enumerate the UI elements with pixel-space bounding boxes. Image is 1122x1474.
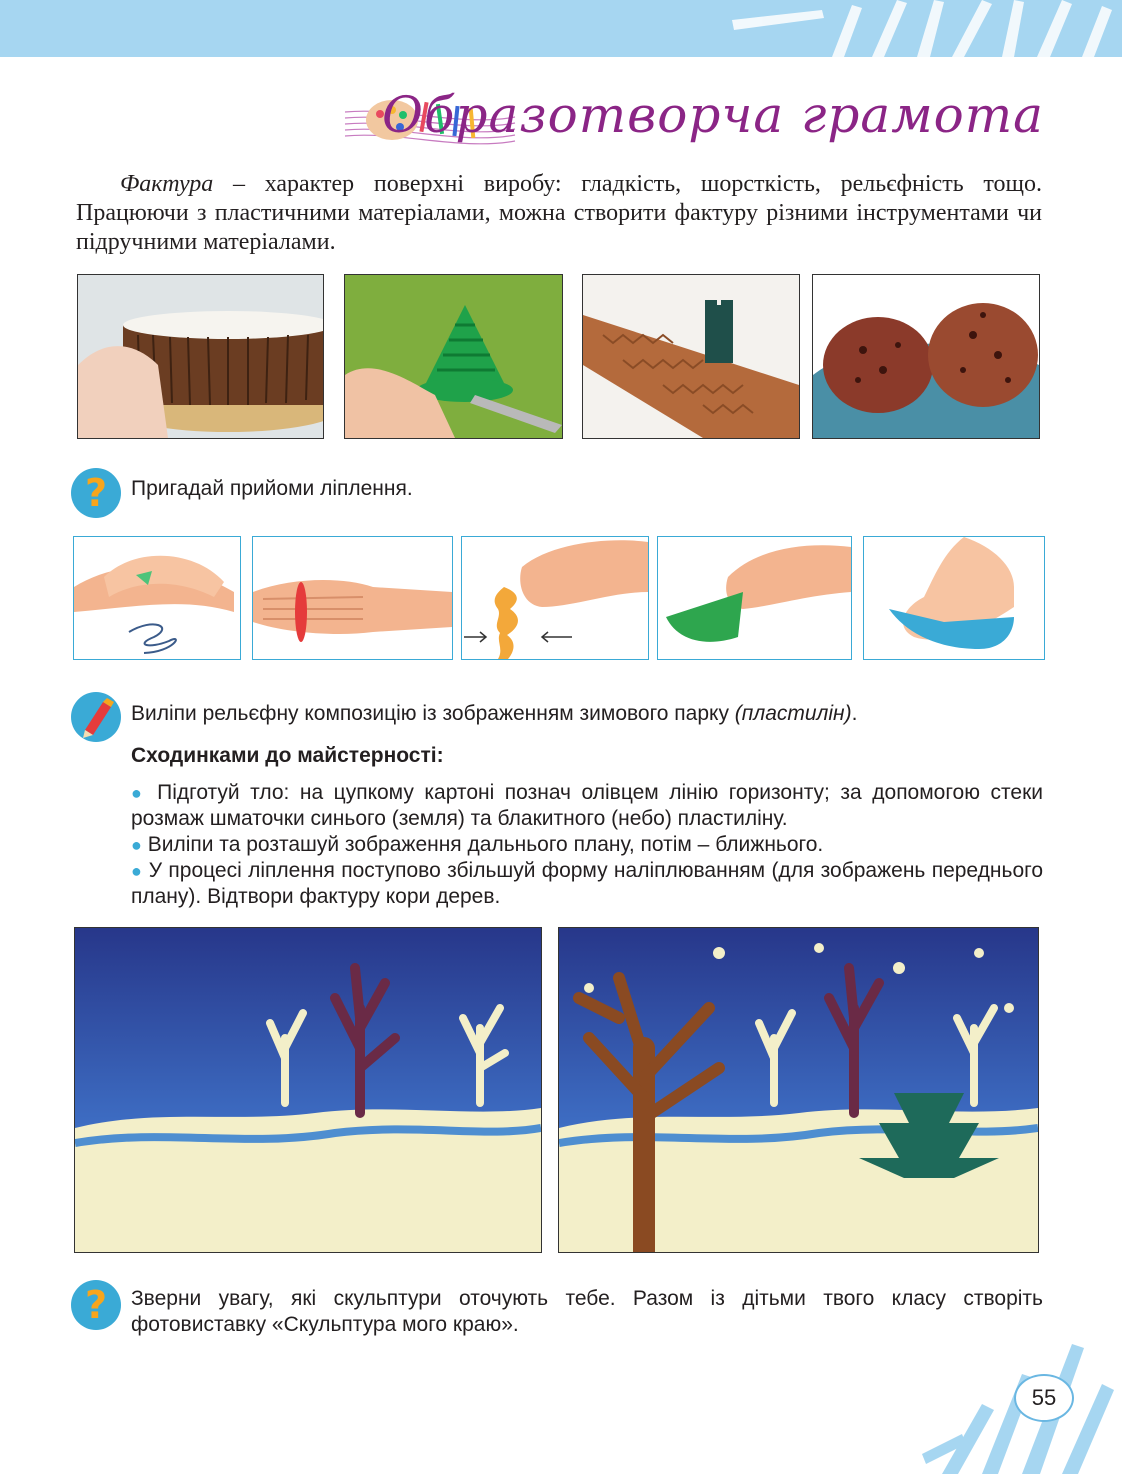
technique-flattening (252, 536, 453, 660)
svg-text:?: ? (84, 471, 108, 515)
question-mark-icon (69, 1278, 123, 1332)
intro-paragraph (76, 170, 1042, 257)
intro-definition: – характер поверхні виробу: гладкість, шорсткість, рельєфність тощо. Працюючи з пластичними матеріалами, можна створити фактуру різними інструментами чи підручними матеріалами. (76, 171, 1042, 255)
question-recall-techniques: Пригадай прийоми ліплення. (131, 477, 413, 500)
technique-pinching (461, 536, 649, 660)
technique-smearing (863, 536, 1045, 660)
technique-cone (657, 536, 852, 660)
steps-heading: Сходинками до майстерності: (131, 744, 444, 767)
list-item (131, 832, 1043, 858)
bullet-dot-icon: ● (131, 835, 142, 855)
page-number: 55 (1014, 1374, 1074, 1422)
list-item (131, 780, 1043, 832)
photo-lego-imprint (582, 274, 800, 439)
pencils-decoration-top (702, 0, 1122, 57)
photo-winter-park-background (74, 927, 542, 1253)
question-sculptures-exhibition: Зверни увагу, які скульптури оточують тебе. Разом із дітьми твого класу створіть фотовиставку «Скульптура мого краю». (131, 1287, 1043, 1336)
svg-text:?: ? (84, 1283, 108, 1327)
bullet-text: Підготуй тло: на цупкому картоні познач олівцем лінію горизонту; за допомогою стеки розмаж шматочки синього (земля) та блакитного (небо) пластиліну. (131, 781, 1043, 830)
task-text: Виліпи рельєфну композицію із зображенням зимового парку (131, 702, 735, 725)
bullet-text: Виліпи та розташуй зображення дальнього плану, потім – ближнього. (147, 833, 824, 856)
photo-scissors-cone (344, 274, 563, 439)
pencil-icon (69, 690, 123, 744)
task-material: (пластилін) (734, 702, 852, 725)
bullet-dot-icon: ● (131, 861, 143, 881)
section-title: Образотворча грамота (382, 86, 1044, 144)
technique-rolling (73, 536, 241, 660)
term-factura: Фактура (120, 171, 214, 197)
task-period: . (851, 702, 858, 725)
task-instruction (131, 702, 857, 726)
steps-list (131, 780, 1043, 910)
bullet-text: У процесі ліплення поступово збільшуй форму наліплюванням (для зображень переднього плану). Відтвори фактуру кори дерев. (131, 859, 1043, 908)
photo-winter-park-finished (558, 927, 1039, 1253)
photo-cake-texture (77, 274, 324, 439)
question-mark-icon (69, 466, 123, 520)
bullet-dot-icon: ● (131, 783, 147, 803)
photo-walnut-shells (812, 274, 1040, 439)
section-heading (340, 82, 1060, 162)
list-item (131, 858, 1043, 910)
